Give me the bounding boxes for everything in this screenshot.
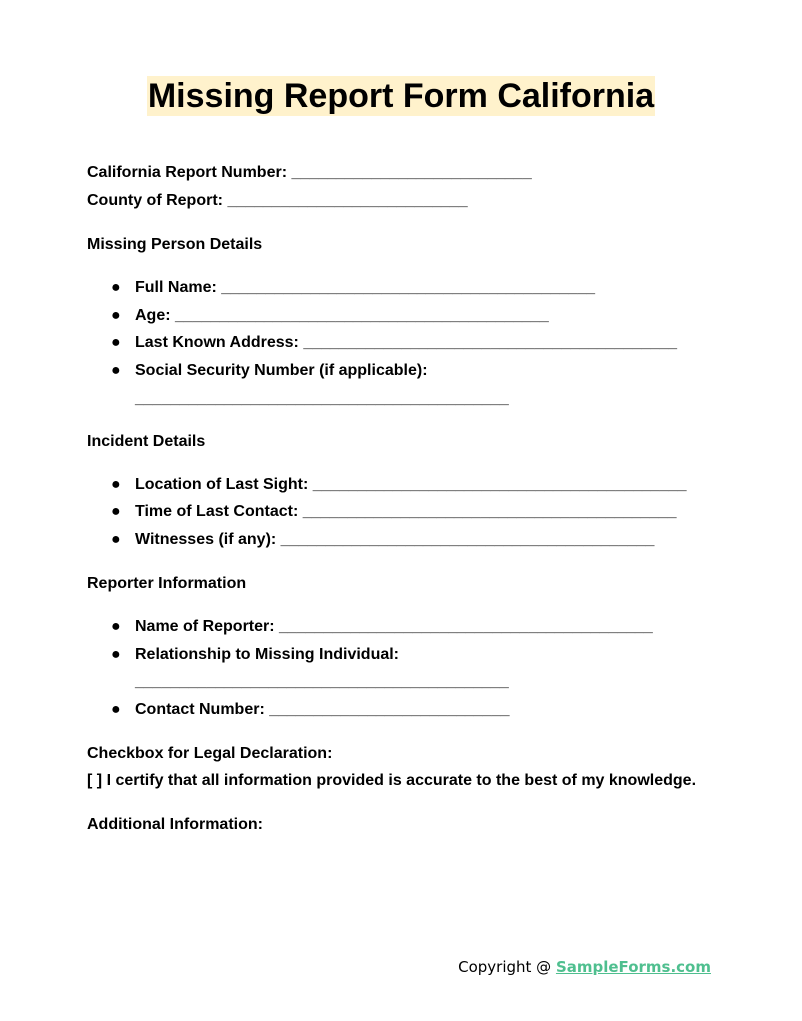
bullet-icon: ●: [111, 618, 121, 635]
field-blank[interactable]: __________________________________________: [175, 307, 549, 324]
declaration-heading: Checkbox for Legal Declaration:: [87, 745, 333, 762]
field-label: Contact Number:: [135, 701, 265, 718]
field-blank[interactable]: __________________________________________: [221, 279, 595, 296]
title-wrap: [0, 76, 802, 116]
declaration-text: I certify that all information provided is accurate to the best of my knowledge.: [106, 772, 697, 789]
field-blank[interactable]: ___________________________: [269, 701, 510, 718]
brand-link[interactable]: SampleForms.com: [555, 958, 711, 976]
bullet-icon: ●: [111, 279, 121, 296]
field-label: Name of Reporter:: [135, 618, 275, 635]
bullet-icon: ●: [111, 701, 121, 718]
bullet-icon: ●: [111, 476, 121, 493]
missing-person-heading: Missing Person Details: [87, 236, 263, 253]
field-label: Last Known Address:: [135, 334, 299, 351]
reporter-heading: Reporter Information: [87, 575, 247, 592]
field-label: Social Security Number (if applicable):: [135, 362, 428, 379]
page-title: Missing Report Form California: [147, 77, 655, 115]
bullet-icon: ●: [111, 334, 121, 351]
field-blank[interactable]: __________________________________________: [303, 334, 678, 351]
field-label: Witnesses (if any):: [135, 531, 277, 548]
bullet-icon: ●: [111, 307, 121, 324]
field-blank[interactable]: ___________________________: [227, 192, 468, 209]
field-blank[interactable]: __________________________________________: [280, 531, 655, 548]
california-report-number-field: [87, 163, 532, 183]
field-blank[interactable]: __________________________________________: [279, 618, 653, 635]
field-label: Time of Last Contact:: [135, 503, 299, 520]
field-label: Relationship to Missing Individual:: [135, 646, 400, 663]
copyright-prefix: Copyright @: [458, 958, 556, 976]
footer-copyright: [458, 957, 711, 977]
field-label: Location of Last Sight:: [135, 476, 309, 493]
additional-information-heading: Additional Information:: [87, 816, 263, 833]
bullet-icon: ●: [111, 362, 121, 379]
county-of-report-field: [87, 191, 468, 211]
bullet-icon: ●: [111, 503, 121, 520]
field-blank[interactable]: __________________________________________: [135, 673, 509, 690]
bullet-icon: ●: [111, 646, 121, 663]
field-label: Age:: [135, 307, 171, 324]
field-blank[interactable]: __________________________________________: [302, 503, 677, 520]
declaration-checkbox[interactable]: [ ]: [87, 772, 103, 789]
field-label: Full Name:: [135, 279, 217, 296]
bullet-icon: ●: [111, 531, 121, 548]
field-blank[interactable]: __________________________________________: [135, 390, 509, 407]
incident-heading: Incident Details: [87, 433, 206, 450]
declaration-statement: [87, 771, 696, 791]
field-label: California Report Number:: [87, 164, 288, 181]
field-blank[interactable]: __________________________________________: [312, 476, 687, 493]
field-blank[interactable]: ___________________________: [291, 164, 532, 181]
field-label: County of Report:: [87, 192, 223, 209]
